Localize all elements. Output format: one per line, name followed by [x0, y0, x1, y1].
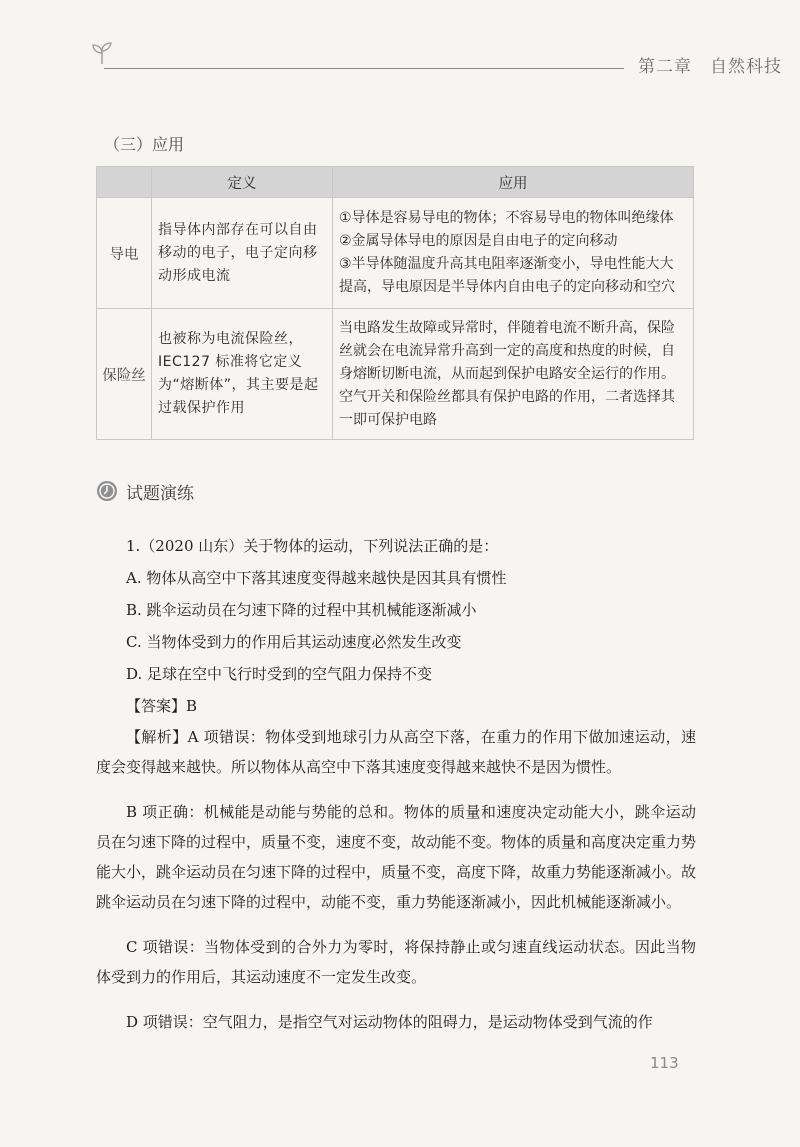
chapter-title: 第二章 自然科技	[638, 57, 782, 77]
table-row	[97, 309, 694, 440]
analysis-paragraph: D 项错误：空气阻力，是指空气对运动物体的阻碍力，是运动物体受到气流的作	[126, 1013, 653, 1031]
option-a: A. 物体从高空中下落其速度变得越来越快是因其具有惯性	[126, 569, 507, 587]
analysis-paragraph: B 项正确：机械能是动能与势能的总和。物体的质量和速度决定动能大小，跳伞运动员在匀速下降的过程中，质量不变，速度不变，故动能不变。物体的质量和高度决定重力势能大小，跳伞运动员在匀速下降的过程中，质量不变，高度下降，故重力势能逐渐减小。故跳伞运动员在匀速下降的过程中，动能不变，重力势能逐渐减小，因此机械能逐渐减小。	[96, 803, 697, 911]
answer: 【答案】B	[126, 697, 198, 715]
table-header-row	[97, 167, 694, 198]
question-body	[96, 530, 696, 1052]
application-table	[96, 166, 694, 440]
table-header-cell: 应用	[333, 167, 694, 198]
table-cell-definition: 也被称为电流保险丝，IEC127 标准将它定义为“熔断体”，其主要是起过载保护作用	[152, 309, 333, 440]
option-b: B. 跳伞运动员在匀速下降的过程中其机械能逐渐减小	[126, 601, 477, 619]
table-header-cell	[97, 167, 152, 198]
header-rule	[104, 68, 624, 69]
page-number: 113	[650, 1054, 679, 1072]
question-stem: 1.（2020 山东）关于物体的运动，下列说法正确的是：	[126, 537, 499, 555]
table-cell-term: 导电	[97, 198, 152, 309]
analysis-paragraph: C 项错误：当物体受到的合外力为零时，将保持静止或匀速直线运动状态。因此当物体受到力的作用后，其运动速度不一定发生改变。	[96, 938, 696, 986]
table-cell-term: 保险丝	[97, 309, 152, 440]
table-cell-application: 当电路发生故障或异常时，伴随着电流不断升高，保险丝就会在电流异常升高到一定的高度和热度的时候，自身熔断切断电流，从而起到保护电路安全运行的作用。空气开关和保险丝都具有保护电路的作用，二者选择其一即可保护电路	[333, 309, 694, 440]
table-cell-application	[333, 198, 694, 309]
option-c: C. 当物体受到力的作用后其运动速度必然发生改变	[126, 633, 462, 651]
sprout-icon	[90, 40, 114, 66]
table-row	[97, 198, 694, 309]
option-d: D. 足球在空中飞行时受到的空气阻力保持不变	[126, 665, 433, 683]
section-subtitle: （三）应用	[104, 135, 185, 154]
table-cell-definition: 指导体内部存在可以自由移动的电子，电子定向移动形成电流	[152, 198, 333, 309]
application-text: ①导体是容易导电的物体；不容易导电的物体叫绝缘体 ②金属导体导电的原因是自由电子的定向移动 ③半导体随温度升高其电阻率逐渐变小，导电性能大大提高，导电原因是半导体内自由电子的定向移动和空穴	[339, 210, 675, 295]
section-title: 试题演练	[126, 484, 194, 504]
clock-icon	[96, 480, 118, 502]
table-header-cell: 定义	[152, 167, 333, 198]
analysis-paragraph: 【解析】A 项错误：物体受到地球引力从高空下落，在重力的作用下做加速运动，速度会变得越来越快。所以物体从高空中下落其速度变得越来越快不是因为惯性。	[96, 728, 696, 776]
page-header	[90, 40, 782, 80]
